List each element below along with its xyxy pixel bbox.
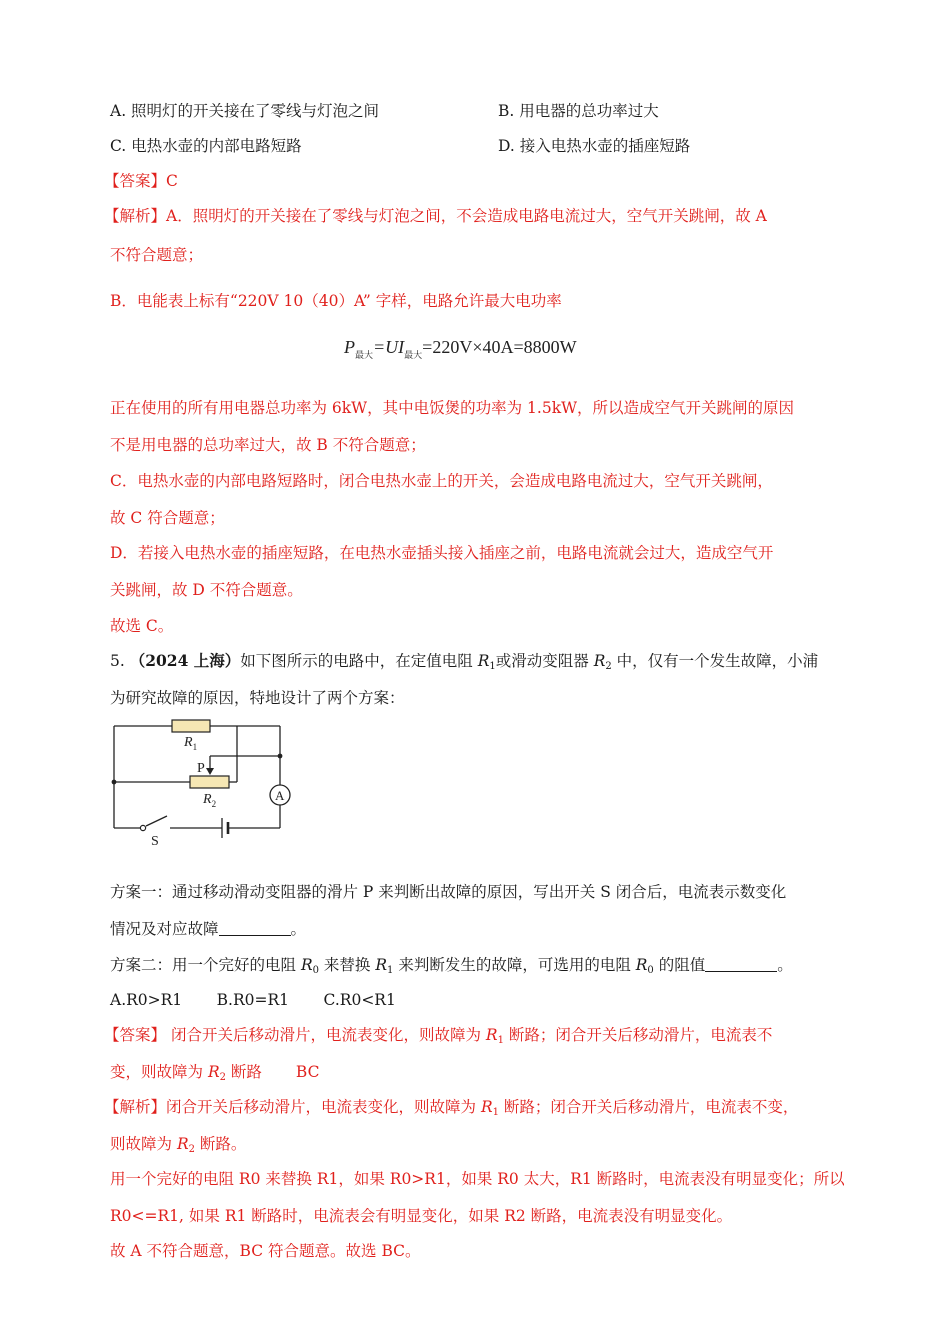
junction-dot [278, 754, 283, 759]
analysis-q4-line10: 故选 C。 [110, 617, 174, 635]
junction-dot [112, 780, 117, 785]
analysis-q4-line8: D．若接入电热水壶的插座短路，在电热水壶插头接入插座之前，电路电流就会过大，造成空气开 [110, 544, 774, 562]
question5-line2: 为研究故障的原因，特地设计了两个方案： [110, 689, 405, 707]
plan1-line1: 方案一：通过移动滑动变阻器的滑片 P 来判断出故障的原因，写出开关 S 闭合后，电流表示数变化 [110, 883, 787, 901]
analysis-q4-line1: 【解析】A．照明灯的开关接在了零线与灯泡之间，不会造成电路电流过大，空气开关跳闸，故 A [104, 207, 767, 225]
plan1-line2: 情况及对应故障 。 [110, 920, 307, 938]
question-number: 5. [110, 652, 125, 670]
analysis-q5-line4: R0<=R1, 如果 R1 断路时，电流表会有明显变化，如果 R2 断路，电流表没有明显变化。 [110, 1207, 733, 1225]
resistor-r1 [172, 720, 210, 732]
choice-a: A.R0>R1 [110, 991, 183, 1009]
answer-blank[interactable] [705, 957, 777, 972]
plan2-line: 方案二：用一个完好的电阻 $R_0$ 来替换 $R_1$ 来判断发生的故障，可选用的电阻 $R_0$ 的阻值 。 [110, 956, 793, 976]
answer-value: C [166, 172, 178, 190]
choices-line [110, 990, 396, 1010]
option-d: D. 接入电热水壶的插座短路 [498, 137, 691, 155]
ammeter-label: A [275, 788, 285, 803]
choice-c: C.R0<R1 [323, 991, 396, 1009]
switch-label: S [151, 834, 159, 849]
analysis-q4-line9: 关跳闸，故 D 不符合题意。 [110, 581, 303, 599]
analysis-q4-line6: C．电热水壶的内部电路短路时，闭合电热水壶上的开关，会造成电路电流过大，空气开关跳闸， [110, 472, 773, 490]
power-formula: $P_{最大}=UI_{最大}=220V\times 40A=8800W$ [344, 337, 577, 360]
circuit-diagram [106, 716, 301, 851]
analysis-q4-line3: B．电能表上标有“220V 10（40）A” 字样，电路允许最大电功率 [110, 292, 562, 310]
question-source: （2024 上海） [129, 651, 241, 670]
analysis-q4-line7: 故 C 符合题意； [110, 509, 225, 527]
analysis-tag: 【解析】 [104, 207, 167, 225]
answer-blank[interactable] [219, 921, 291, 936]
choice-b: B.R0=R1 [216, 991, 290, 1009]
question5-line1: 5. （2024 上海）如下图所示的电路中，在定值电阻 $R_1$或滑动变阻器 $R_2$ 中，仅有一个发生故障，小浦 [110, 651, 819, 672]
analysis-q5-line5: 故 A 不符合题意，BC 符合题意。故选 BC。 [110, 1242, 421, 1260]
switch-contact [140, 825, 145, 830]
r2-label: $R_2$ [203, 792, 217, 809]
option-c: C. 电热水壶的内部电路短路 [110, 137, 302, 155]
slider-arrow [206, 768, 214, 775]
analysis-q4-line2: 不符合题意； [110, 246, 204, 264]
answer-tag: 【答案】 [104, 172, 167, 190]
analysis-q4-line5: 不是用电器的总功率过大，故 B 不符合题意； [110, 436, 426, 454]
analysis-q4-line4: 正在使用的所有用电器总功率为 6kW，其中电饭煲的功率为 1.5kW，所以造成空气开关跳闸的原因 [110, 399, 795, 417]
answer-q4 [104, 171, 178, 191]
answer-tag: 【答案】 [104, 1026, 167, 1044]
answer-q5-line1: 【答案】 闭合开关后移动滑片，电流表变化，则故障为 $R_1$ 断路；闭合开关后移动滑片，电流表不 [104, 1026, 773, 1046]
option-a: A. 照明灯的开关接在了零线与灯泡之间 [110, 102, 380, 120]
resistor-r2 [190, 776, 229, 788]
analysis-q5-line1: 【解析】闭合开关后移动滑片，电流表变化，则故障为 $R_1$ 断路；闭合开关后移动滑片，电流表不变， [104, 1098, 799, 1118]
answer-q5-line2: 变，则故障为 $R_2$ 断路 BC [110, 1063, 320, 1083]
slider-label: P [197, 761, 205, 776]
r1-label: $R_1$ [184, 735, 198, 752]
option-b: B. 用电器的总功率过大 [498, 102, 659, 120]
analysis-q5-line3: 用一个完好的电阻 R0 来替换 R1，如果 R0>R1，如果 R0 太大，R1 断路时，电流表没有明显变化；所以 [110, 1170, 845, 1188]
analysis-tag: 【解析】 [104, 1098, 167, 1116]
analysis-q5-line2: 则故障为 $R_2$ 断路。 [110, 1135, 247, 1155]
